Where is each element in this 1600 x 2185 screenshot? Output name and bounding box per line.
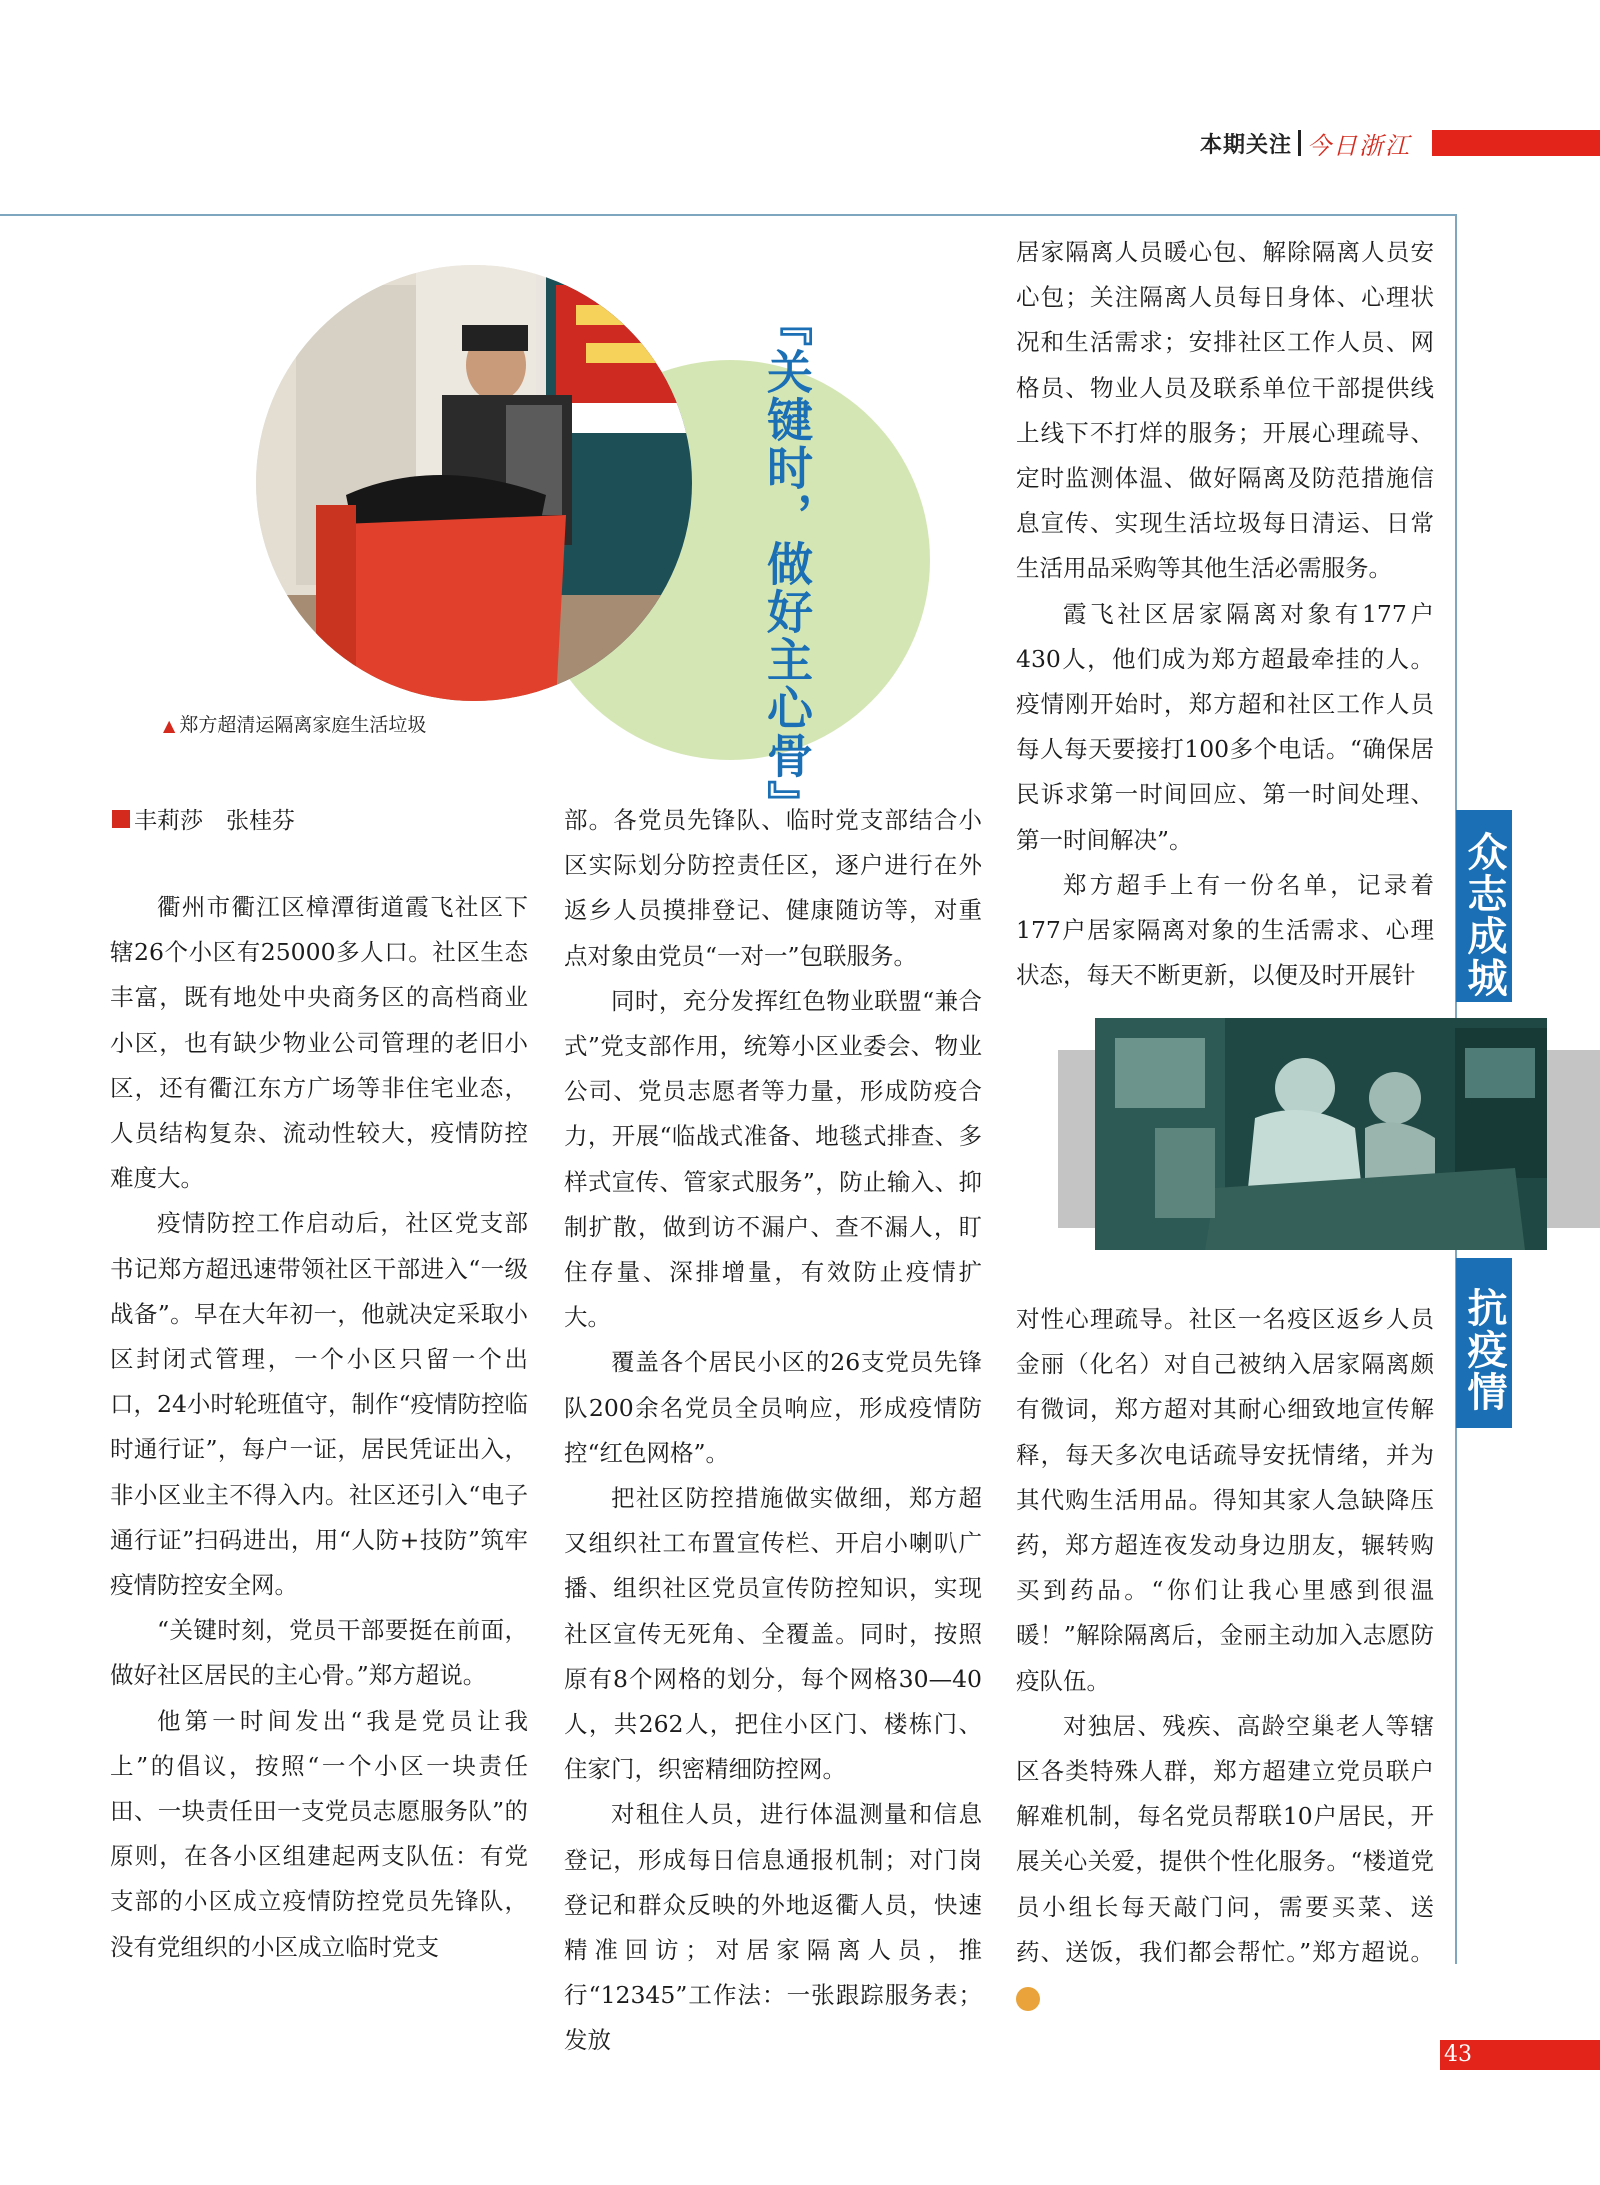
article-photo-garbage [256,265,692,701]
byline [112,802,295,835]
paragraph: 他第一时间发出“我是党员让我上”的倡议，按照“一个小区一块责任田、一块责任田一支党员志愿服务队”的原则，在各小区组建起两支队伍：有党支部的小区成立疫情防控党员先锋队，没有党组织的小区成立临时党支 [110,1706,528,1961]
side-tag-fight-epidemic: 抗疫情 [1456,1258,1512,1428]
paragraph: 把社区防控措施做实做细，郑方超又组织社工布置宣传栏、开启小喇叭广播、组织社区党员宣传防控知识，实现社区宣传无死角、全覆盖。同时，按照原有8个网格的划分，每个网格30—40人，共262人，把住小区门、楼栋门、住家门，织密精细防控网。 [564,1484,982,1784]
text-column-1 [110,885,528,1970]
paragraph-text: 对独居、残疾、高龄空巢老人等辖区各类特殊人群，郑方超建立党员联户解难机制，每名党员帮联10户居民，开展关心关爱，提供个性化服务。“楼道党员小组长每天敲门问，需要买菜、送药、送饭，我们都会帮忙。”郑方超说。 [1016,1711,1434,1966]
article-title: 『关键时，做好主心骨』 [760,300,814,828]
page-number: 43 [1444,2042,1472,2067]
side-tag-unity: 众志成城 [1456,810,1512,1002]
triangle-icon: ▲ [163,716,176,735]
header-divider [1298,130,1301,156]
text-column-3-bottom [1016,1297,1434,2020]
section-label: 本期关注 [1200,132,1293,158]
paragraph: 覆盖各个居民小区的26支党员先锋队200余名党员全员响应，形成疫情防控“红色网格”。 [564,1348,982,1467]
paragraph [1016,1704,1434,2020]
paragraph-continued: 居家隔离人员暖心包、解除隔离人员安心包；关注隔离人员每日身体、心理状况和生活需求；安排社区工作人员、网格员、物业人员及联系单位干部提供线上线下不打烊的服务；开展心理疏导、定时监测体温、做好隔离及防范措施信息宣传、实现生活垃圾每日清运、日常生活用品采购等其他生活必需服务。 [1016,238,1434,583]
header-red-bar [1432,130,1600,156]
page-header [1200,126,1411,160]
caption-text: 郑方超清运隔离家庭生活垃圾 [179,714,427,736]
text-column-2 [564,798,982,2064]
text-column-3-top [1016,230,1434,998]
red-square-icon [112,810,130,828]
paragraph: 同时，充分发挥红色物业联盟“兼合式”党支部作用，统筹小区业委会、物业公司、党员志愿者等力量，形成防疫合力，开展“临战式准备、地毯式排查、多样式宣传、管家式服务”，防止输入、抑制扩散，做到访不漏户、查不漏人，盯住存量、深排增量，有效防止疫情扩大。 [564,986,982,1332]
paragraph-continued: 对性心理疏导。社区一名疫区返乡人员金丽（化名）对自己被纳入居家隔离颇有微词，郑方超对其耐心细致地宣传解释，每天多次电话疏导安抚情绪，并为其代购生活用品。得知其家人急缺降压药，郑方超连夜发动身边朋友，辗转购买到药品。“你们让我心里感到很温暖！”解除隔离后，金丽主动加入志愿防疫队伍。 [1016,1305,1434,1695]
paragraph: 对租住人员，进行体温测量和信息登记，形成每日信息通报机制；对门岗登记和群众反映的外地返衢人员，快速精准回访；对居家隔离人员，推行“12345”工作法：一张跟踪服务表；发放 [564,1800,982,2055]
paragraph-continued: 部。各党员先锋队、临时党支部结合小区实际划分防控责任区，逐户进行在外返乡人员摸排登记、健康随访等，对重点对象由党员“一对一”包联服务。 [564,806,982,970]
paragraph: 疫情防控工作启动后，社区党支部书记郑方超迅速带领社区干部进入“一级战备”。早在大年初一，他就决定采取小区封闭式管理，一个小区只留一个出口，24小时轮班值守，制作“疫情防控临时通行证”，每户一证，居民凭证出入，非小区业主不得入内。社区还引入“电子通行证”扫码进出，用“人防+技防”筑牢疫情防控安全网。 [110,1209,528,1600]
paragraph: 衢州市衢江区樟潭街道霞飞社区下辖26个小区有25000多人口。社区生态丰富，既有地处中央商务区的高档商业小区，也有缺少物业公司管理的老旧小区，还有衢江东方广场等非住宅业态，人员结构复杂、流动性较大，疫情防控难度大。 [110,893,528,1193]
article-photo-medical [1095,1018,1547,1250]
paragraph: 郑方超手上有一份名单，记录着177户居家隔离对象的生活需求、心理状态，每天不断更新，以便及时开展针 [1016,870,1434,990]
paragraph: “关键时刻，党员干部要挺在前面，做好社区居民的主心骨。”郑方超说。 [110,1616,528,1690]
paragraph: 霞飞社区居家隔离对象有177户430人，他们成为郑方超最牵挂的人。疫情刚开始时，郑方超和社区工作人员每人每天要接打100多个电话。“确保居民诉求第一时间回应、第一时间处理、第一时间解决”。 [1016,599,1434,854]
author-names: 丰莉莎 张桂芬 [134,808,295,834]
end-mark-icon: 今 [1016,1987,1040,2011]
magazine-logo: 今日浙江 [1307,131,1412,160]
frame-line-top [0,214,1456,216]
photo-caption [163,710,426,737]
